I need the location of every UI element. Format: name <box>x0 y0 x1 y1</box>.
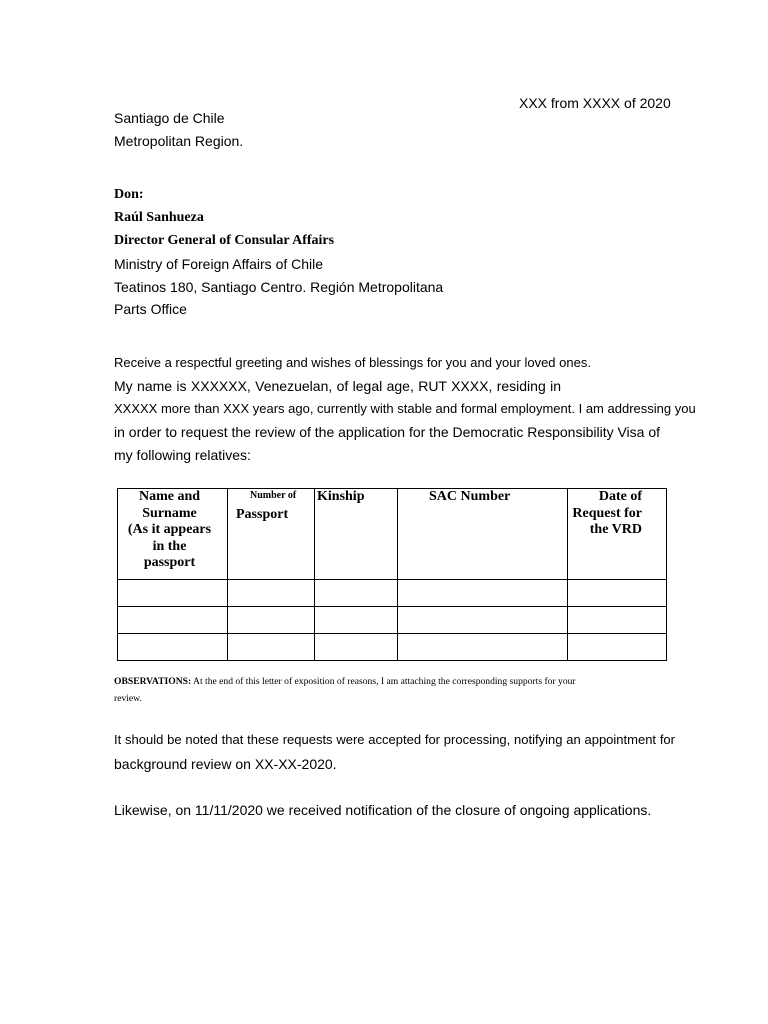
table-cell <box>118 634 228 661</box>
relatives-table <box>117 488 667 661</box>
greeting-line: Receive a respectful greeting and wishes of blessings for you and your loved ones. <box>114 355 591 370</box>
header-passport-text: Passport <box>236 507 289 522</box>
header-date-text: Date of Request for the VRD <box>572 489 642 537</box>
header-cell-kinship <box>315 489 398 580</box>
observations-line-1 <box>114 676 576 687</box>
table-cell <box>315 580 398 607</box>
header-number-of-text: Number of <box>250 490 297 501</box>
table-row <box>118 607 667 634</box>
salutation: Don: <box>114 187 144 202</box>
closing-para1-line1: It should be noted that these requests were accepted for processing, notifying an appointment for <box>114 732 675 747</box>
office-line: Parts Office <box>114 301 187 317</box>
recipient-name: Raúl Sanhueza <box>114 210 204 225</box>
closing-para1-line2: background review on XX-XX-2020. <box>114 756 337 772</box>
table-cell <box>568 607 667 634</box>
table-cell <box>398 607 568 634</box>
table-cell <box>398 634 568 661</box>
ministry-line: Ministry of Foreign Affairs of Chile <box>114 256 324 272</box>
table-row <box>118 580 667 607</box>
header-kinship-text: Kinship <box>317 489 365 504</box>
header-name-text: Name and Surname (As it appears in the passport <box>127 489 212 570</box>
table-cell <box>118 607 228 634</box>
observations-line-2: review. <box>114 693 142 704</box>
table-cell <box>228 634 315 661</box>
header-cell-passport <box>228 489 315 580</box>
closing-para2: Likewise, on 11/11/2020 we received notification of the closure of ongoing applications. <box>114 802 652 818</box>
recipient-title: Director General of Consular Affairs <box>114 233 335 248</box>
body-line-4: my following relatives: <box>114 447 251 463</box>
table-cell <box>398 580 568 607</box>
body-line-2: XXXXX more than XXX years ago, currently with stable and formal employment. I am addressing you <box>114 401 696 416</box>
table-row <box>118 634 667 661</box>
table-cell <box>315 607 398 634</box>
header-cell-sac <box>398 489 568 580</box>
table-cell <box>228 607 315 634</box>
observations-label: OBSERVATIONS: <box>114 676 192 687</box>
header-cell-name <box>118 489 228 580</box>
observations-text: At the end of this letter of exposition of reasons, I am attaching the corresponding supports for your <box>193 676 576 687</box>
city-line: Santiago de Chile <box>114 110 225 126</box>
header-cell-date <box>568 489 667 580</box>
body-line-1: My name is XXXXXX, Venezuelan, of legal age, RUT XXXX, residing in <box>114 378 561 394</box>
header-sac-text: SAC Number <box>429 489 511 504</box>
address-line: Teatinos 180, Santiago Centro. Región Metropolitana <box>114 279 444 295</box>
table-cell <box>228 580 315 607</box>
body-line-3: in order to request the review of the application for the Democratic Responsibility Visa of <box>114 424 661 440</box>
date-line: XXX from XXXX of 2020 <box>519 95 671 111</box>
table-cell <box>118 580 228 607</box>
table-cell <box>315 634 398 661</box>
table-header-row <box>118 489 667 580</box>
region-line: Metropolitan Region. <box>114 133 244 149</box>
table-cell <box>568 580 667 607</box>
table-cell <box>568 634 667 661</box>
